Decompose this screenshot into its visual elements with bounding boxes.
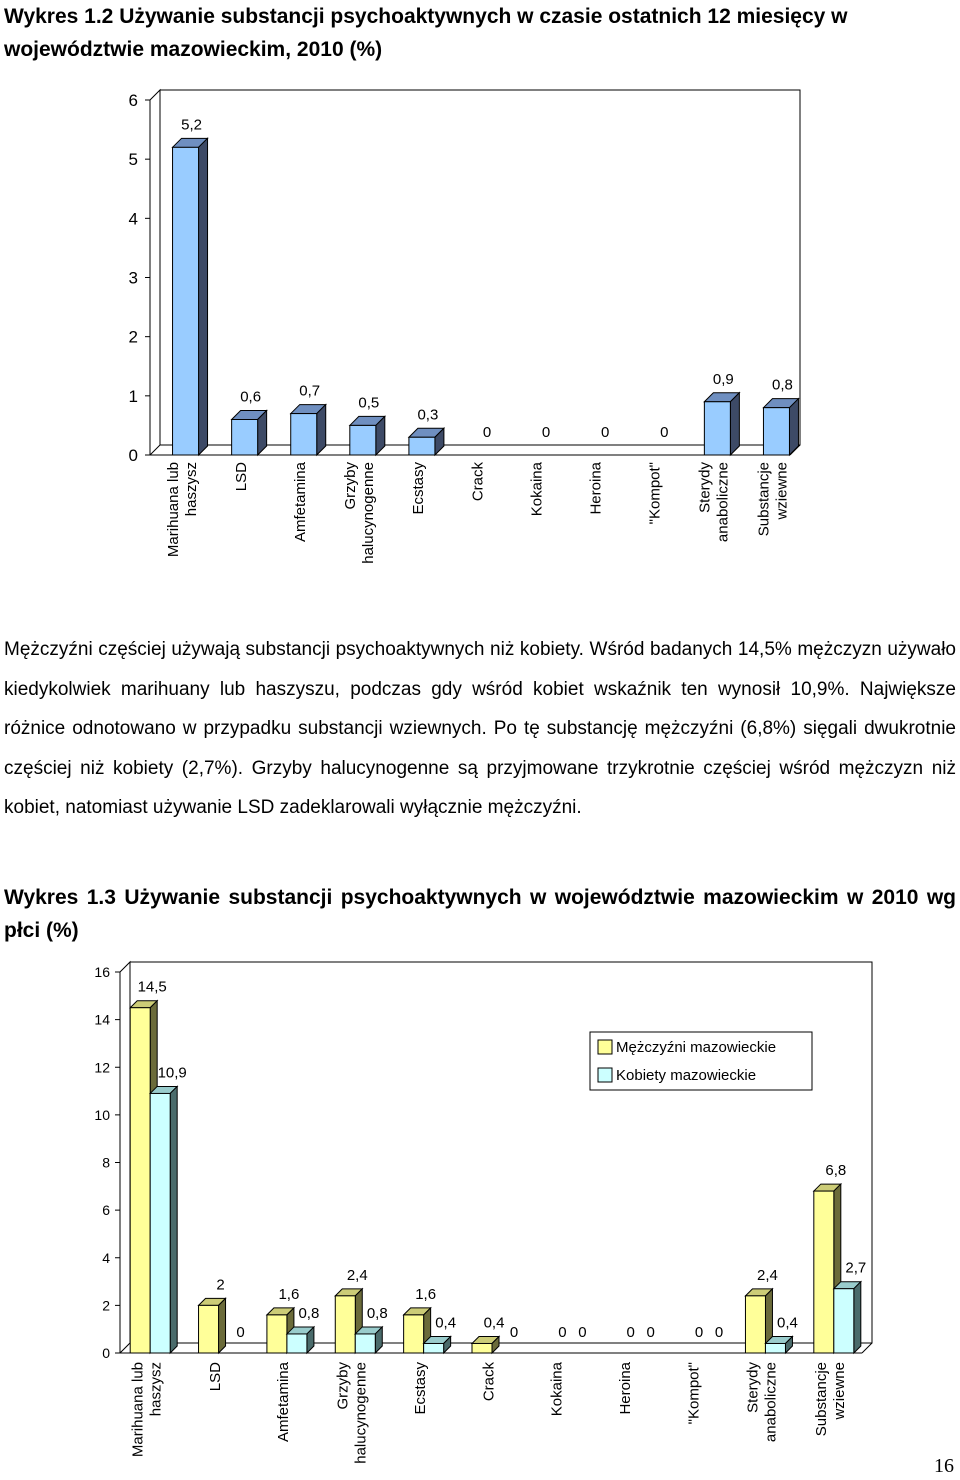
chart2-bar-men (130, 1008, 150, 1353)
chart2-bar-women-side (170, 1086, 177, 1353)
chart2-category-label: Amfetamina (275, 1362, 293, 1443)
chart2-bar-women (150, 1093, 170, 1353)
chart1-value-label: 0,5 (358, 394, 380, 412)
chart1-category-label-line-2: halucynogenne (360, 462, 378, 564)
chart2-value-label-women: 0 (509, 1324, 519, 1341)
chart2-value-label-men: 1,6 (415, 1285, 437, 1303)
chart2-category-label: Crack (480, 1362, 498, 1402)
chart1-value-label: 0,6 (240, 388, 262, 406)
chart2-bar-women (355, 1334, 375, 1353)
chart2-legend-swatch (598, 1040, 612, 1054)
chart2-value-label-women: 0,4 (777, 1314, 798, 1332)
chart2-value-label-men: 1,6 (278, 1285, 300, 1303)
chart1-y-tick-label: 0 (128, 446, 138, 465)
chart1-heading: Wykres 1.2 Używanie substancji psychoaktywnych w czasie ostatnich 12 miesięcy w województwie mazowieckim, 2010 (%) (4, 5, 848, 61)
chart2-y-tick-label: 0 (102, 1345, 110, 1361)
chart2-legend-label: Kobiety mazowieckie (616, 1067, 757, 1084)
chart1-value-label: 0 (660, 424, 669, 441)
chart1-y-tick-label: 2 (128, 327, 138, 347)
chart2-bar-men (472, 1343, 492, 1353)
chart1-category-label: Amfetamina (291, 462, 309, 543)
chart2-value-label-women: 0 (578, 1324, 587, 1341)
chart1-category-label: Kokaina (528, 462, 546, 517)
chart2-value-label-women: 0,4 (435, 1314, 457, 1332)
chart1-value-label: 0,9 (712, 370, 734, 388)
chart2-bar-men (745, 1296, 765, 1353)
chart1-category-label-line-2: anaboliczne (714, 462, 732, 543)
chart2-category-label: "Kompot" (685, 1362, 703, 1425)
chart2-bar-women (765, 1343, 785, 1353)
chart2-bar-women-side (854, 1282, 861, 1353)
chart1-value-label: 0,3 (417, 406, 439, 424)
chart2-y-tick-label: 8 (102, 1154, 110, 1171)
chart1-y-tick-label: 4 (128, 209, 138, 229)
chart2-y-tick-label: 6 (102, 1202, 110, 1219)
chart2-bar-men-side (219, 1298, 226, 1353)
chart2-y-tick-label: 4 (102, 1249, 110, 1266)
chart2-y-tick-label: 14 (94, 1011, 110, 1028)
chart2-category-label: Ecstasy (411, 1362, 429, 1415)
chart2-bar-men (267, 1315, 287, 1353)
chart2-value-label-women: 0 (236, 1324, 245, 1341)
chart2-value-label-men: 2,4 (757, 1266, 778, 1284)
chart1-value-label: 5,2 (181, 116, 202, 134)
chart2-value-label-women: 10,9 (157, 1064, 187, 1082)
chart2-value-label-men: 0 (694, 1324, 704, 1341)
chart1-category-label-line-1: Substancje (755, 462, 773, 537)
chart2-category-label-line-1: Sterydy (744, 1362, 762, 1413)
chart2-category-label-line-2: halucynogenne (352, 1362, 370, 1464)
page-number: 16 (934, 1455, 954, 1477)
chart2-bar-women (287, 1334, 307, 1353)
chart1-category-label-line-1: Marihuana lub (164, 462, 182, 558)
chart2-value-label-women: 0,8 (366, 1304, 388, 1322)
chart2-value-label-women: 2,7 (845, 1259, 867, 1277)
chart1-category-label-line-2: wziewne (773, 462, 791, 520)
chart2-value-label-men: 2 (216, 1276, 225, 1294)
chart1-category-label: Heroina (587, 462, 605, 515)
chart1-value-label: 0 (541, 424, 551, 441)
chart2-value-label-women: 0 (714, 1324, 724, 1341)
chart1-value-label: 0,7 (299, 382, 321, 400)
chart2-legend-swatch (598, 1068, 612, 1082)
chart2-category-label-line-1: Marihuana lub (129, 1362, 147, 1458)
chart2-value-label-men: 6,8 (825, 1162, 847, 1180)
chart2-floor-edge-right (862, 1343, 872, 1353)
chart1-category-label: LSD (232, 462, 250, 492)
chart2-bar-men (335, 1296, 355, 1353)
chart2-bar-men (814, 1191, 834, 1353)
chart2-floor-edge (120, 1343, 130, 1353)
chart1-y-tick-label: 3 (128, 268, 138, 288)
chart1-category-label: "Kompot" (646, 462, 664, 525)
chart2-category-label-line-2: anaboliczne (762, 1362, 780, 1443)
chart2-y-tick-label: 16 (94, 964, 110, 980)
chart2-category-label-line-2: wziewne (831, 1362, 849, 1420)
chart2-bar-women (834, 1289, 854, 1353)
chart2-heading: Wykres 1.3 Używanie substancji psychoaktywnych w województwie mazowieckim w 2010 wg płci (%) (4, 886, 956, 942)
chart1-y-tick-label: 6 (128, 91, 138, 110)
chart2-category-label-line-1: Substancje (813, 1362, 831, 1437)
chart2-y-tick-label: 10 (94, 1106, 110, 1123)
chart1-category-label-line-1: Grzyby (342, 462, 360, 510)
chart2-value-label-men: 14,5 (137, 978, 167, 996)
body-paragraph: Mężczyźni częściej używają substancji psychoaktywnych niż kobiety. Wśród badanych 14,5% mężczyzn używało kiedykolwiek marihuany lub haszyszu, podczas gdy wśród kobiet wskaźnik ten wynosił 10,9%. Największe różnice odnotowano w przypadku substancji wziewnych. Po tę substancję mężczyźni (6,8%) sięgali dwukrotnie częściej niż kobiety (2,7%). Grzyby halucynogenne są przyjmowane trzykrotnie częściej wśród mężczyzn niż kobiet, natomiast używanie LSD zadeklarowali wyłącznie mężczyźni. (4, 639, 956, 819)
chart2-category-label-line-1: Grzyby (334, 1362, 352, 1410)
chart2-back-wall (120, 962, 872, 1343)
chart2-value-label-men: 0 (626, 1324, 635, 1341)
chart1-y-tick-label: 5 (128, 150, 138, 170)
chart2-legend-label: Mężczyźni mazowieckie (616, 1039, 777, 1056)
chart1-category-label-line-1: Sterydy (696, 462, 714, 513)
chart1-category-label-line-2: haszysz (182, 462, 200, 517)
chart2-category-label-line-2: haszysz (147, 1362, 165, 1417)
chart2-y-tick-label: 12 (94, 1059, 110, 1076)
chart1-category-label: Crack (469, 462, 487, 502)
chart2-value-label-men: 0,4 (483, 1314, 505, 1332)
chart2-category-label: Heroina (616, 1362, 634, 1415)
chart2-value-label-women: 0,8 (298, 1304, 320, 1322)
chart1-category-label: Ecstasy (410, 462, 428, 515)
chart1-value-label: 0 (482, 424, 492, 441)
chart2-y-tick-label: 2 (102, 1297, 110, 1314)
chart2-category-label: LSD (206, 1362, 224, 1392)
chart2-value-label-men: 0 (558, 1324, 567, 1341)
chart2-bar-men (199, 1305, 219, 1353)
chart2-bar-men (404, 1315, 424, 1353)
chart1-value-label: 0,8 (772, 376, 793, 394)
chart2-value-label-men: 2,4 (346, 1266, 368, 1284)
chart1-value-label: 0 (601, 424, 610, 441)
chart2-category-label: Kokaina (548, 1362, 566, 1417)
chart2-bar-women (424, 1343, 444, 1353)
chart2-value-label-women: 0 (646, 1324, 655, 1341)
chart1-y-tick-label: 1 (128, 386, 138, 406)
